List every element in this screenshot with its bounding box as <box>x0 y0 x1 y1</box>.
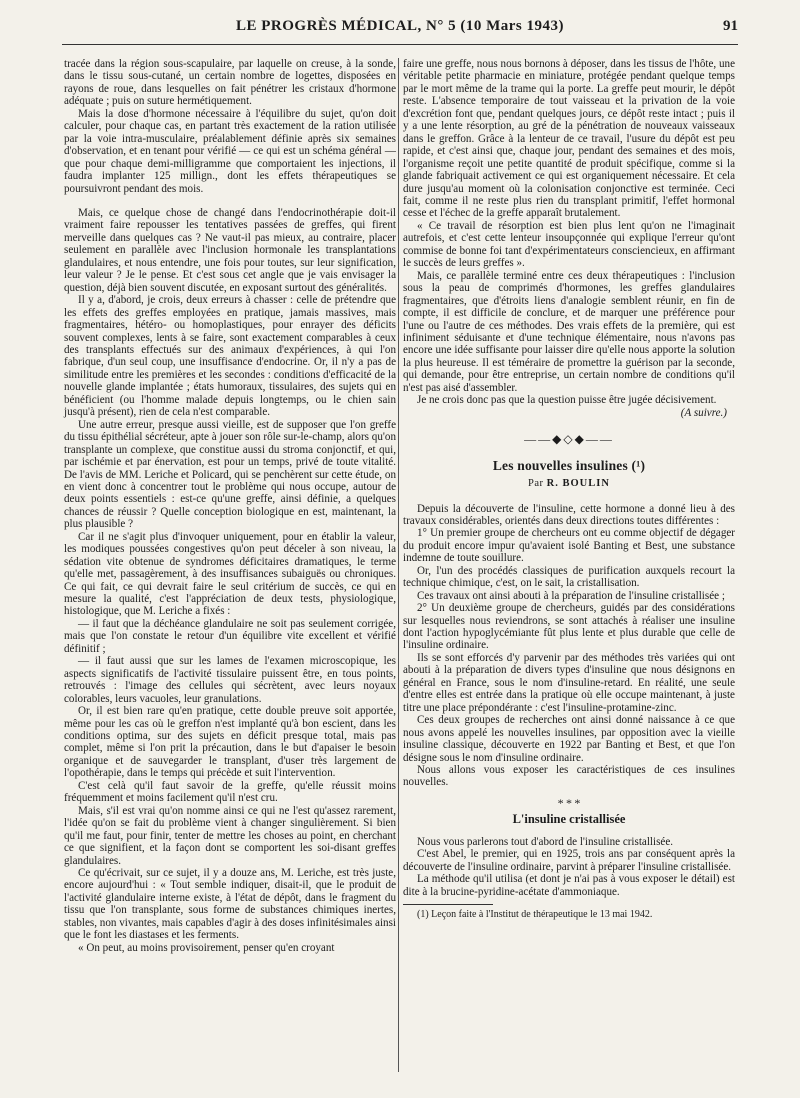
paragraph: 2° Un deuxième groupe de chercheurs, guidés par des considérations sur lesquelles nous reviendrons, se sont attachés à réaliser une insuline dont l'action hypoglycémiante fût plus lente et plus durable que celle de l'insuline ordinaire. <box>403 602 735 652</box>
right-column <box>403 58 735 922</box>
footnote-rule <box>403 904 493 905</box>
paragraph: Mais, ce parallèle terminé entre ces deux thérapeutiques : l'inclusion sous la peau de comprimés d'hormones, les greffes glandulaires fragmentaires, que d'étroits liens d'analogie semblent réunir, en fin de compte, il est difficile de conclure, et de marquer une préférence pour l'une ou l'autre de ces méthodes. Des vrais effets de la première, qui est infiniment séduisante et d'une technique élémentaire, nous n'avons pas encore une idée suffisante pour laisser dire qu'elle nous apporte la solution la plus heureuse. Il est téméraire de promettre la guérison par la seconde, qui demande, pour être entreprise, un certain nombre de conditions qu'il n'est pas aisé d'assembler. <box>403 269 735 394</box>
paragraph: Or, l'un des procédés classiques de purification auxquels recourt la technique chimique, c'est, on le sait, la cristallisation. <box>403 564 735 590</box>
journal-title: LE PROGRÈS MÉDICAL, N° 5 (10 Mars 1943) <box>236 18 564 34</box>
paragraph: — il faut que la déchéance glandulaire ne soit pas seulement corrigée, mais que l'on constate le retour d'un équilibre vite excellent et vérifié définitif ; <box>64 617 396 655</box>
paragraph: Il y a, d'abord, je crois, deux erreurs à chasser : celle de prétendre que les effets des greffes employées en pratique, jamais massives, mais fragmentaires, hétéro- ou homoplastiques, pour enrayer des déficits souvent complexes, lents à se faire, sont exactement comparables à ceux des transplants effectués sur des animaux d'expériences, à qui l'on fabrique, d'un seul coup, une insuffisance d'endocrine. Or, il n'y a pas de similitude entre les premières et les secondes : conditions d'efficacité de la nouvelle glande implantée ; états humoraux, tissulaires, des sujets qui en bénéficient (ou l'homme malade depuis longtemps, ou le chien sain jusqu'à présent), rien de cela n'est comparable. <box>64 294 396 419</box>
paragraph: Car il ne s'agit plus d'invoquer uniquement, pour en établir la valeur, les modiques poussées congestives qu'on peut déceler à son niveau, la sédation vite obtenue de syndromes déficitaires dramatiques, le terme qu'elle met, passagèrement, à des insuffisances subaiguës ou chroniques. Ce qui fait, ce qui devrait faire le seul critérium de succès, ce qui en mesure la qualité, c'est l'appréciation de deux tests, physiologique, histologique, que M. Leriche a fixés : <box>64 530 396 618</box>
quote-paragraph: « Ce travail de résorption est bien plus lent qu'on ne l'imaginait autrefois, et c'est cette lenteur insoupçonnée qui explique l'erreur qu'ont commise de bonne foi tant d'expérimentateurs consciencieux, en affirmant le succès de leurs greffes ». <box>403 219 735 270</box>
paragraph: C'est celà qu'il faut savoir de la greffe, qu'elle réussit moins fréquemment et moins facilement qu'il n'est cru. <box>64 779 396 805</box>
paragraph: — il faut aussi que sur les lames de l'examen microscopique, les aspects significatifs de l'activité tissulaire puissent être, en tous points, retrouvés : l'image des cellules qui sécrètent, avec leurs noyaux colorables, leurs vacuoles, leur granulations. <box>64 655 396 705</box>
paragraph: Depuis la découverte de l'insuline, cette hormone a donné lieu à des travaux considérables, orientés dans deux directions toutes différentes : <box>403 502 735 527</box>
paragraph: Nous vous parlerons tout d'abord de l'insuline cristallisée. <box>417 835 674 848</box>
paragraph: Ce qu'écrivait, sur ce sujet, il y a douze ans, M. Leriche, est très juste, encore aujourd'hui : « Tout semble indiquer, disait-il, que le produit de l'activité glandulaire interne existe, à l'état de dépôt, dans le fragment du tissu que l'on transplante, sous forme de substances chimiques inertes, stables, non vivantes, mais capables d'agir à des doses infinitésimales ainsi que le font les diastases et les ferments. <box>64 867 396 942</box>
paragraph: Mais la dose d'hormone nécessaire à l'équilibre du sujet, qu'on doit calculer, pour chaque cas, en partant très exactement de la ration utilisée par la voie intra-musculaire, préalablement définie après six semaines d'observation, et en tenant pour vérifié — ce qui est un schéma général — que pour chaque demi-milligramme que comportaient les injections, il faudra implanter 125 millign., dont les effets thérapeutiques se poursuivront pendant des mois. <box>64 107 396 195</box>
paragraph: tracée dans la région sous-scapulaire, par laquelle on creuse, à la sonde, dans le tissu sous-cutané, un certain nombre de logettes, disposées en rayons de roue, dans lesquelles on fait pénétrer les cristaux d'hormone adéquate ; puis on suture hermétiquement. <box>64 58 396 108</box>
asterism: * * * <box>557 795 581 810</box>
article-title: Les nouvelles insulines (¹) <box>492 457 646 473</box>
subsection-title: L'insuline cristallisée <box>512 812 626 827</box>
paragraph: La méthode qu'il utilisa (et dont je n'ai pas à vous exposer le détail) est dite à la brucine-pyridine-acétate d'ammoniaque. <box>403 873 735 898</box>
author-prefix: Par <box>528 478 544 490</box>
to-be-continued: (A suivre.) <box>680 406 727 419</box>
column-divider <box>398 58 399 1072</box>
paragraph: Ces travaux ont ainsi abouti à la préparation de l'insuline cristallisée ; <box>417 589 725 602</box>
paragraph: Mais, ce quelque chose de changé dans l'endocrinothérapie doit-il vraiment faire repousser les tentatives passées de greffes, qui firent merveille dans quelques cas ? Ne vaut-il pas mieux, au contraire, placer seulement en parallèle avec l'inclusion hormonale les transplantations glandulaires, et nous entendre, une fois pour toutes, sur leur signification, leur valeur ? Je le pense. Et c'est sous cet angle que je vais envisager la question, déjà bien souvent discutée, en exposant surtout des généralités. <box>64 206 396 294</box>
paragraph: Mais, s'il est vrai qu'on nomme ainsi ce qui ne l'est qu'assez rarement, l'idée qu'on se fait du problème vient à changer singulièrement. Si bien qu'il me faut, pour finir, tenter de mettre les choses au point, en cherchant ce que signifient, et la façon dont se comportent les soi-disant greffes glandulaires. <box>64 804 396 867</box>
page-header <box>0 18 800 42</box>
header-rule <box>62 44 738 45</box>
footnote: (1) Leçon faite à l'Institut de thérapeutique le 13 mai 1942. <box>417 909 653 921</box>
paragraph: Or, il est bien rare qu'en pratique, cette double preuve soit apportée, même pour les cas où le greffon n'est implanté qu'à bon escient, dans les conditions optima, sur des sujets en déficit presque total, mais pas complet, même si l'on prit la précaution, dans le but d'apaiser le besoin organique et de sauvegarder le transplant, d'user très largement de l'opothérapie, dans le temps qui précède et suit l'intervention. <box>64 705 396 780</box>
paragraph: faire une greffe, nous nous bornons à déposer, dans les tissus de l'hôte, une véritable petite pharmacie en miniature, protégée pendant quelque temps par le mort même de la trame qui la porte. La greffe peut mourir, le dépôt reste. L'absence temporaire de tout vaisseau et la privation de la voie d'excrétion font que, pendant quelques jours, ce dépôt reste intact ; puis il y a une lente résorption, au gré de la pénétration de nouveaux vaisseaux dans le greffon. Grâce à la lenteur de ce travail, l'usure du dépôt est peu rapide, et c'est ainsi que, chaque jour, pendant des semaines et des mois, l'organisme reçoit une petite quantité de produit spécifique, comme si la glande fabriquait activement ce qui est organiquement nécessaire. Et cela dure jusqu'au moment où la colonisation conjonctive est terminée. Ceci fait, comme il ne reste plus rien du transplant primitif, l'effet hormonal cesse et l'échec de la greffe apparaît brutalement. <box>403 58 735 220</box>
paragraph: Ces deux groupes de recherches ont ainsi donné naissance à ce que nous avons appelé les nouvelles insulines, par opposition avec la vieille insuline classique, découverte en 1922 par Banting et Best, et que l'on désigne sous le nom d'insuline ordinaire. <box>403 714 735 764</box>
paragraph: Je ne crois donc pas que la question puisse être jugée décisivement. <box>417 394 717 407</box>
paragraph: Nous allons vous exposer les caractéristiques de ces insulines nouvelles. <box>403 764 735 789</box>
article-author <box>403 478 735 490</box>
left-column <box>64 58 396 954</box>
paragraph: 1° Un premier groupe de chercheurs ont eu comme objectif de dégager du produit encore impur qu'avaient isolé Banting et Best, une substance indemne de toute souillure. <box>403 527 735 565</box>
paragraph: « On peut, au moins provisoirement, penser qu'en croyant <box>78 941 335 954</box>
paragraph: Ils se sont efforcés d'y parvenir par des méthodes très variées qui ont abouti à la préparation de divers types d'insuline que nous désignons en général en France, sous le nom d'insuline-retard. En réalité, une seule d'entre elles est entrée dans la pratique où elle occupe maintenant, à juste titre une place prépondérante : c'est l'insuline-protamine-zinc. <box>403 651 735 714</box>
section-ornament: ——◆◇◆—— <box>524 432 614 447</box>
paragraph: C'est Abel, le premier, qui en 1925, trois ans par conséquent après la découverte de l'insuline ordinaire, parvint à préparer l'insuline cristallisée. <box>403 848 735 873</box>
paragraph: Une autre erreur, presque aussi vieille, est de supposer que l'on greffe du tissu épithélial sécréteur, apte à jouer son rôle sur-le-champ, alors qu'on transplante un complexe, que constitue aussi du stroma conjonctif, et qui, par ischémie et par énervation, est pour un temps, privé de toute vitalité. De l'avis de MM. Leriche et Policard, qui se penchèrent sur cette étude, on en vient donc à concentrer tout le problème qui nous occupe, autour de deux points essentiels : est-ce qu'une greffe, ainsi définie, a quelques chances de réussir ? Quelle conception biologique en est, maintenant, la plus plausible ? <box>64 418 396 531</box>
author-name: R. BOULIN <box>546 478 610 490</box>
page-number: 91 <box>723 18 738 34</box>
